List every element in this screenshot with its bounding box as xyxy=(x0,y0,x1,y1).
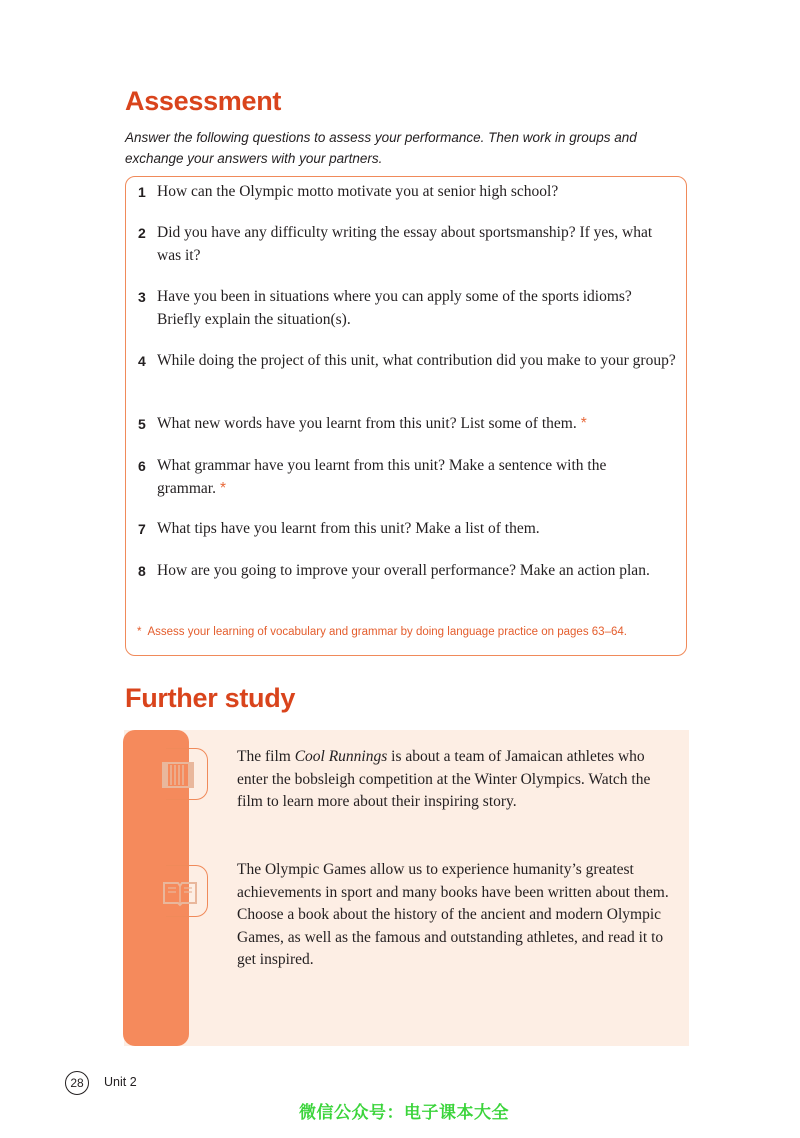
question-text: How are you going to improve your overall performance? Make an action plan. xyxy=(157,562,650,579)
question-number: 5 xyxy=(138,416,146,432)
question-number: 7 xyxy=(138,521,146,537)
question-number: 4 xyxy=(138,353,146,369)
assessment-footnote: * Assess your learning of vocabulary and grammar by doing language practice on pages 63–64. xyxy=(137,626,627,638)
question-number: 1 xyxy=(138,184,146,200)
question-text: While doing the project of this unit, what contribution did you make to your group? xyxy=(157,352,676,369)
question-text: Did you have any difficulty writing the essay about sportsmanship? If yes, what was it? xyxy=(157,224,653,264)
question-8 xyxy=(138,560,678,583)
question-number: 3 xyxy=(138,289,146,305)
question-4 xyxy=(138,350,678,373)
question-7 xyxy=(138,518,678,541)
question-text: What tips have you learnt from this unit? Make a list of them. xyxy=(157,520,540,537)
question-text: Have you been in situations where you can apply some of the sports idioms? Briefly explain the situation(s). xyxy=(157,288,632,328)
page-number: 28 xyxy=(65,1071,89,1095)
book-icon xyxy=(162,878,202,908)
book-recommendation: The Olympic Games allow us to experience humanity’s greatest achievements in sport and many books have been written about them. Choose a book about the history of the ancient and modern Olympic Games, as well as the famous and outstanding athletes, and read it to get inspired. xyxy=(237,861,669,968)
question-6 xyxy=(138,455,678,500)
question-3 xyxy=(138,286,678,331)
film-recommendation: The film Cool Runnings is about a team of Jamaican athletes who enter the bobsleigh competition at the Winter Olympics. Watch the film to learn more about their inspiring story. xyxy=(237,748,651,810)
watermark: 微信公众号：电子课本大全 xyxy=(299,1103,509,1123)
film-title: Cool Runnings xyxy=(294,748,388,765)
star-marker: * xyxy=(219,479,227,497)
question-number: 6 xyxy=(138,458,146,474)
question-number: 2 xyxy=(138,225,146,241)
question-2 xyxy=(138,222,678,267)
questions-box xyxy=(125,176,687,656)
assessment-heading: Assessment xyxy=(125,86,282,116)
further-study-heading: Further study xyxy=(125,683,296,713)
question-text: How can the Olympic motto motivate you at senior high school? xyxy=(157,183,559,200)
assessment-instructions: Answer the following questions to assess your performance. Then work in groups and exchange your answers with your partners. xyxy=(125,130,637,166)
question-5 xyxy=(138,413,678,436)
question-text: What new words have you learnt from this unit? List some of them. * xyxy=(157,415,587,432)
question-1 xyxy=(138,181,678,204)
film-icon xyxy=(162,761,202,791)
book-icon-tab xyxy=(166,865,208,917)
film-icon-tab xyxy=(166,748,208,800)
question-number: 8 xyxy=(138,563,146,579)
star-marker: * xyxy=(580,415,587,432)
question-text: What grammar have you learnt from this unit? Make a sentence with the grammar. * xyxy=(157,457,607,497)
unit-label: Unit 2 xyxy=(104,1075,137,1089)
